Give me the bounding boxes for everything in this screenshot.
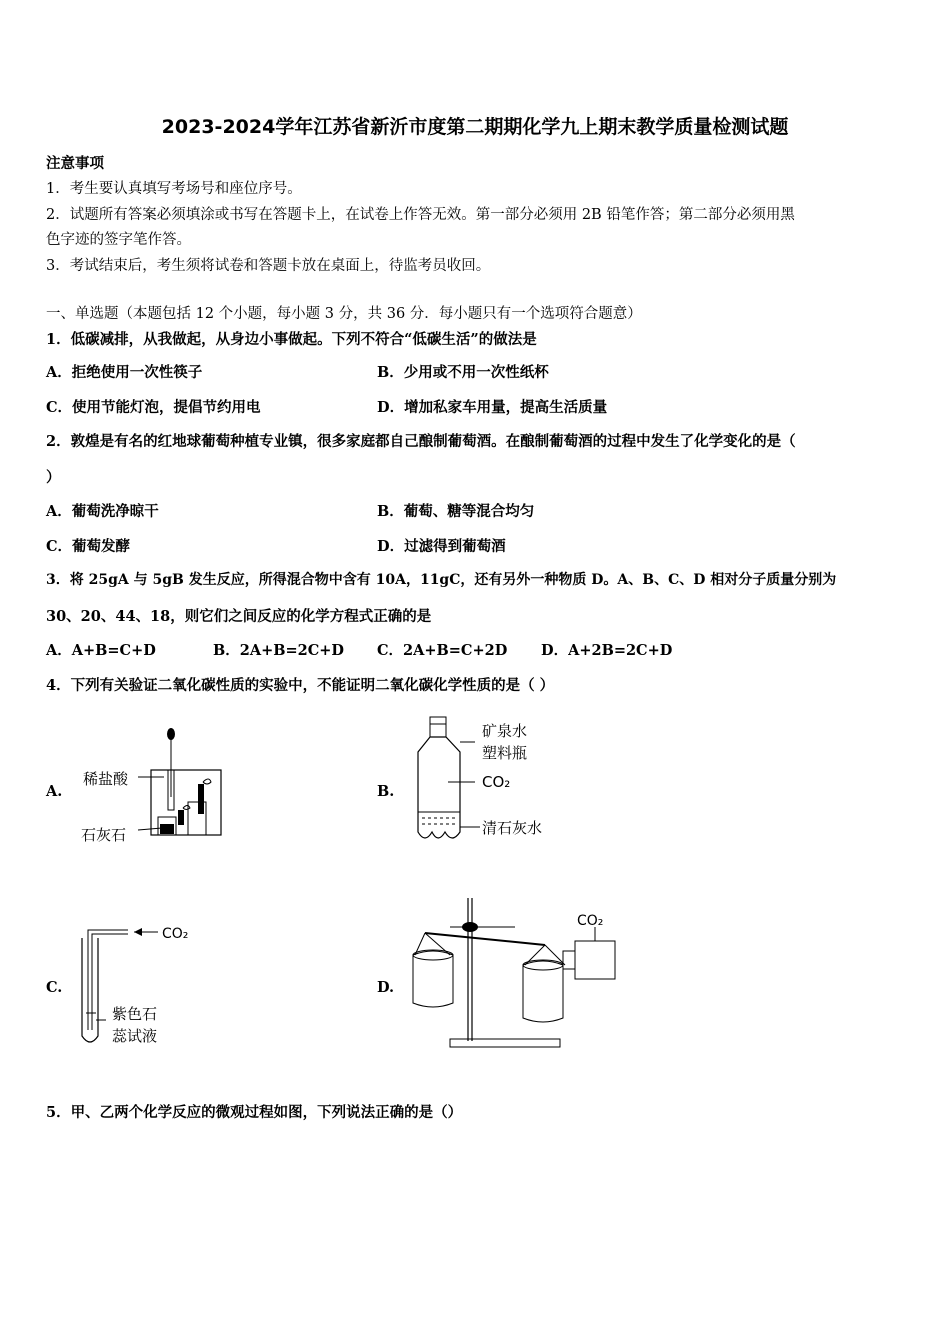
q1-option-b: B．少用或不用一次性纸杯: [377, 364, 549, 381]
q1-option-c: C．使用节能灯泡，提倡节约用电: [46, 399, 261, 416]
q3-option-b: B．2A+B=2C+D: [213, 642, 345, 659]
q4-label-c: C.: [46, 979, 63, 996]
q4-figure-b: [400, 712, 570, 847]
fig-b-liquid-label: 清石灰水: [482, 819, 543, 837]
q2-stem-line2: ）: [46, 469, 61, 486]
fig-a-acid-label: 稀盐酸: [83, 770, 129, 788]
q2-option-d: D．过滤得到葡萄酒: [377, 538, 506, 555]
q4-label-b: B.: [377, 783, 395, 800]
fig-c-gas-label: CO₂: [162, 926, 189, 942]
q4-label-d: D.: [377, 979, 395, 996]
q5-stem: 5．甲、乙两个化学反应的微观过程如图，下列说法正确的是（）: [46, 1104, 463, 1121]
q3-option-d: D．A+2B=2C+D: [541, 642, 673, 659]
q4-stem: 4．下列有关验证二氧化碳性质的实验中，不能证明二氧化碳化学性质的是（ ）: [46, 677, 555, 694]
q3-stem-line2: 30、20、44、18，则它们之间反应的化学方程式正确的是: [46, 608, 432, 625]
notice-item-3: 3．考试结束后，考生须将试卷和答题卡放在桌面上，待监考员收回。: [46, 258, 491, 274]
q3-option-c: C．2A+B=C+2D: [377, 642, 508, 659]
section-heading: 一、单选题（本题包括 12 个小题，每小题 3 分，共 36 分．每小题只有一个选项符合题意）: [46, 306, 642, 322]
q2-option-a: A．葡萄洗净晾干: [46, 503, 159, 520]
q2-option-c: C．葡萄发酵: [46, 538, 131, 555]
q1-option-a: A．拒绝使用一次性筷子: [46, 364, 203, 381]
fig-b-bottle-label-1: 矿泉水: [482, 722, 528, 740]
fig-c-liquid-label-2: 蕊试液: [112, 1027, 158, 1045]
notice-item-2: 2．试题所有答案必须填涂或书写在答题卡上，在试卷上作答无效。第一部分必须用 2B 铅笔作答；第二部分必须用黑: [46, 207, 795, 223]
notice-heading: 注意事项: [46, 155, 104, 172]
q2-option-b: B．葡萄、糖等混合均匀: [377, 503, 535, 520]
fig-b-bottle-label-2: 塑料瓶: [482, 744, 528, 762]
page-title: 2023-2024学年江苏省新沂市度第二期期化学九上期末教学质量检测试题: [161, 116, 789, 138]
q4-label-a: A.: [46, 783, 63, 800]
fig-b-gas-label: CO₂: [482, 773, 511, 791]
fig-a-stone-label: 石灰石: [81, 826, 127, 844]
q1-stem: 1．低碳减排，从我做起，从身边小事做起。下列不符合“低碳生活”的做法是: [46, 331, 537, 348]
q4-figure-c: [78, 918, 208, 1048]
q2-stem-line1: 2．敦煌是有名的红地球葡萄种植专业镇，很多家庭都自己酿制葡萄酒。在酿制葡萄酒的过程中发生了化学变化的是（: [46, 433, 796, 450]
fig-c-liquid-label-1: 紫色石: [112, 1005, 158, 1023]
notice-item-2-cont: 色字迹的签字笔作答。: [46, 232, 191, 248]
q3-stem-line1: 3．将 25gA 与 5gB 发生反应，所得混合物中含有 10A，11gC，还有另外一种物质 D。A、B、C、D 相对分子质量分别为: [46, 572, 837, 588]
q1-option-d: D．增加私家车用量，提高生活质量: [377, 399, 608, 416]
q4-figure-d: [405, 893, 620, 1055]
notice-item-1: 1．考生要认真填写考场号和座位序号。: [46, 181, 302, 197]
q4-figure-a: [78, 722, 228, 847]
q3-option-a: A．A+B=C+D: [46, 642, 156, 659]
fig-d-gas-label: CO₂: [577, 913, 604, 929]
